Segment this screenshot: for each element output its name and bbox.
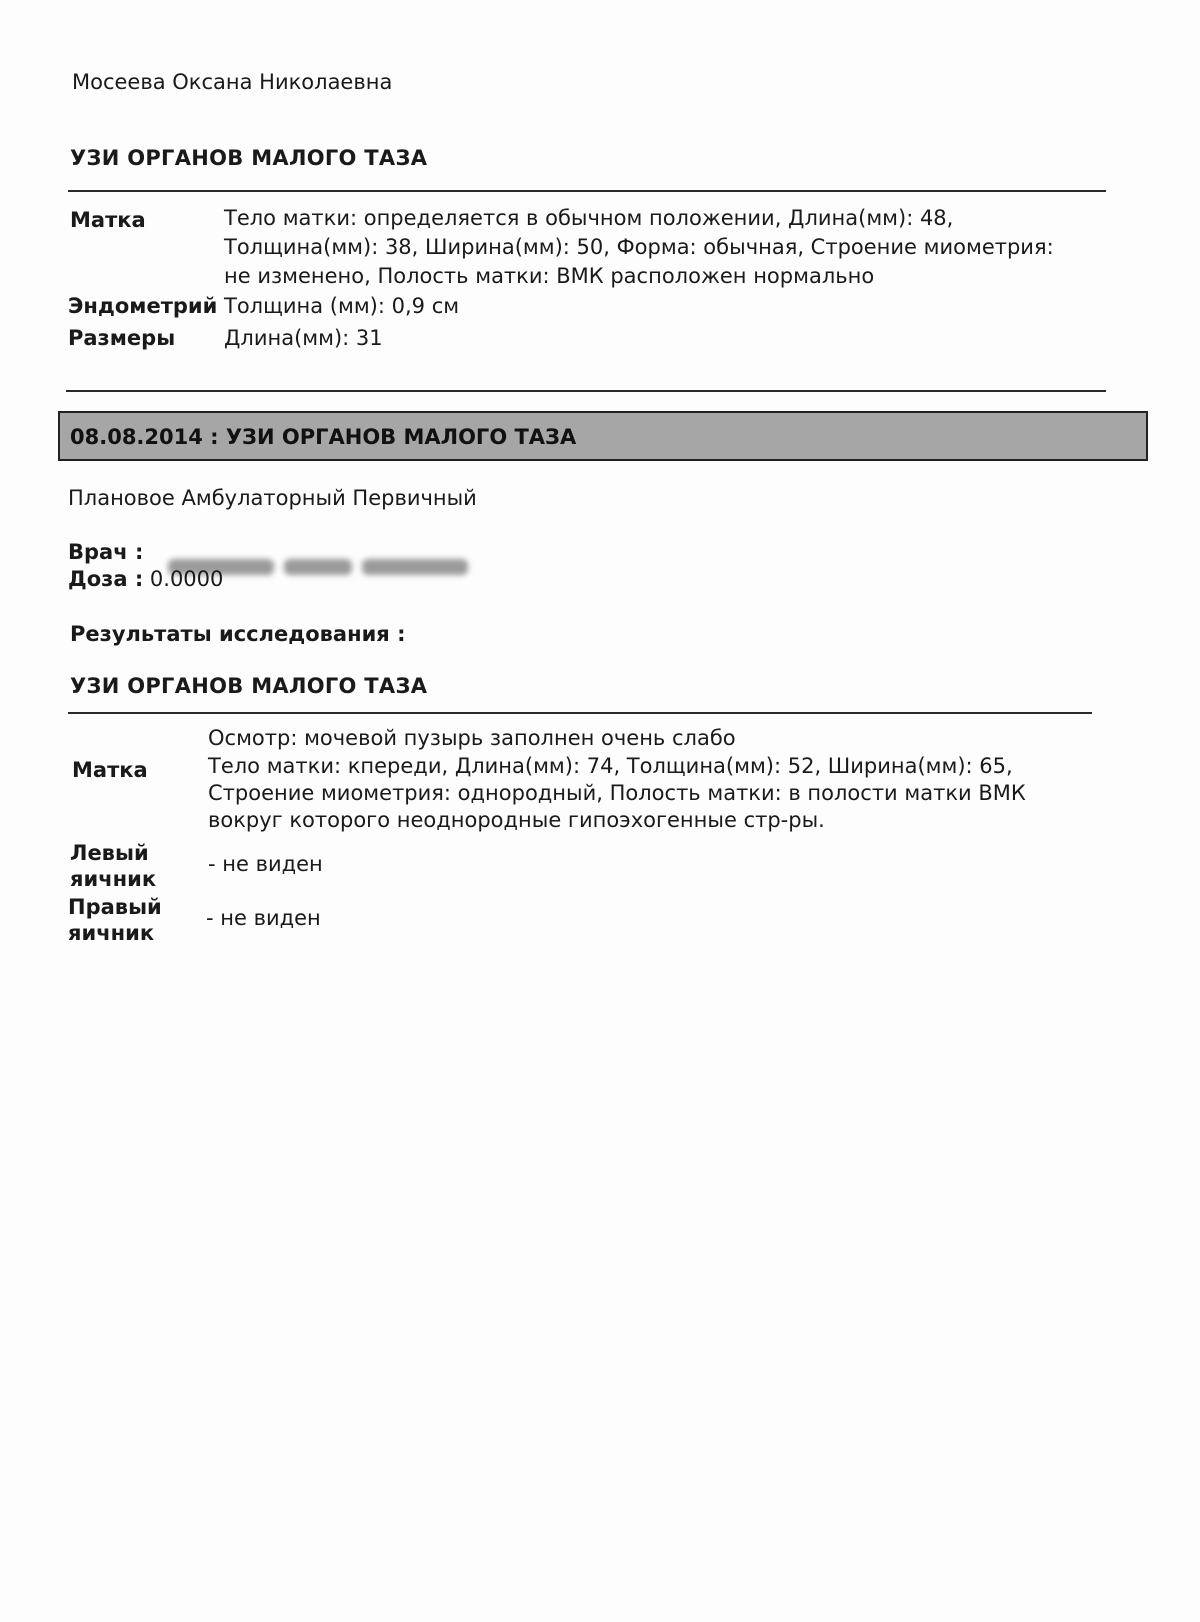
report1-uterus-line-1: Тело матки: определяется в обычном положении, Длина(мм): 48, (224, 206, 954, 230)
report2-divider (68, 712, 1092, 714)
report1-endometrium-value: Толщина (мм): 0,9 см (224, 294, 460, 318)
report2-uterus-label: Матка (72, 758, 148, 782)
visit-header-bar (58, 411, 1148, 461)
report2-uterus-line-3: вокруг которого неоднородные гипоэхогенные стр-ры. (208, 808, 825, 832)
report2-exam: Осмотр: мочевой пузырь заполнен очень слабо (208, 726, 736, 750)
report2-uterus-line-2: Строение миометрия: однородный, Полость матки: в полости матки ВМК (208, 781, 1026, 805)
report2-title: УЗИ ОРГАНОВ МАЛОГО ТАЗА (70, 674, 428, 698)
report1-endometrium-label: Эндометрий (68, 294, 218, 318)
report1-sizes-label: Размеры (68, 326, 176, 350)
doctor-label: Врач : (68, 540, 144, 564)
dose-label: Доза : (68, 567, 144, 591)
report1-sizes-value: Длина(мм): 31 (224, 326, 383, 350)
left-ovary-label-line-2: яичник (70, 867, 157, 891)
visit-type: Плановое Амбулаторный Первичный (68, 486, 477, 510)
patient-name: Мосеева Оксана Николаевна (72, 70, 393, 94)
report1-uterus-line-3: не изменено, Полость матки: ВМК расположен нормально (224, 264, 875, 288)
report1-divider (68, 190, 1106, 192)
report1-uterus-label: Матка (70, 208, 146, 232)
right-ovary-label-line-1: Правый (68, 895, 162, 919)
report1-bottom-divider (66, 390, 1106, 392)
right-ovary-value: - не виден (206, 906, 321, 930)
right-ovary-label-line-2: яичник (68, 921, 155, 945)
right-ovary-label (68, 894, 162, 946)
report1-title: УЗИ ОРГАНОВ МАЛОГО ТАЗА (70, 146, 428, 170)
left-ovary-label-line-1: Левый (70, 841, 149, 865)
left-ovary-label (70, 840, 156, 892)
results-label: Результаты исследования : (70, 622, 406, 646)
report1-uterus-line-2: Толщина(мм): 38, Ширина(мм): 50, Форма: обычная, Строение миометрия: (224, 235, 1054, 259)
visit-header-title: 08.08.2014 : УЗИ ОРГАНОВ МАЛОГО ТАЗА (70, 425, 577, 449)
dose-line (68, 567, 223, 591)
left-ovary-value: - не виден (208, 852, 323, 876)
report2-uterus-line-1: Тело матки: кпереди, Длина(мм): 74, Толщина(мм): 52, Ширина(мм): 65, (208, 754, 1013, 778)
dose-value: 0.0000 (149, 567, 224, 591)
